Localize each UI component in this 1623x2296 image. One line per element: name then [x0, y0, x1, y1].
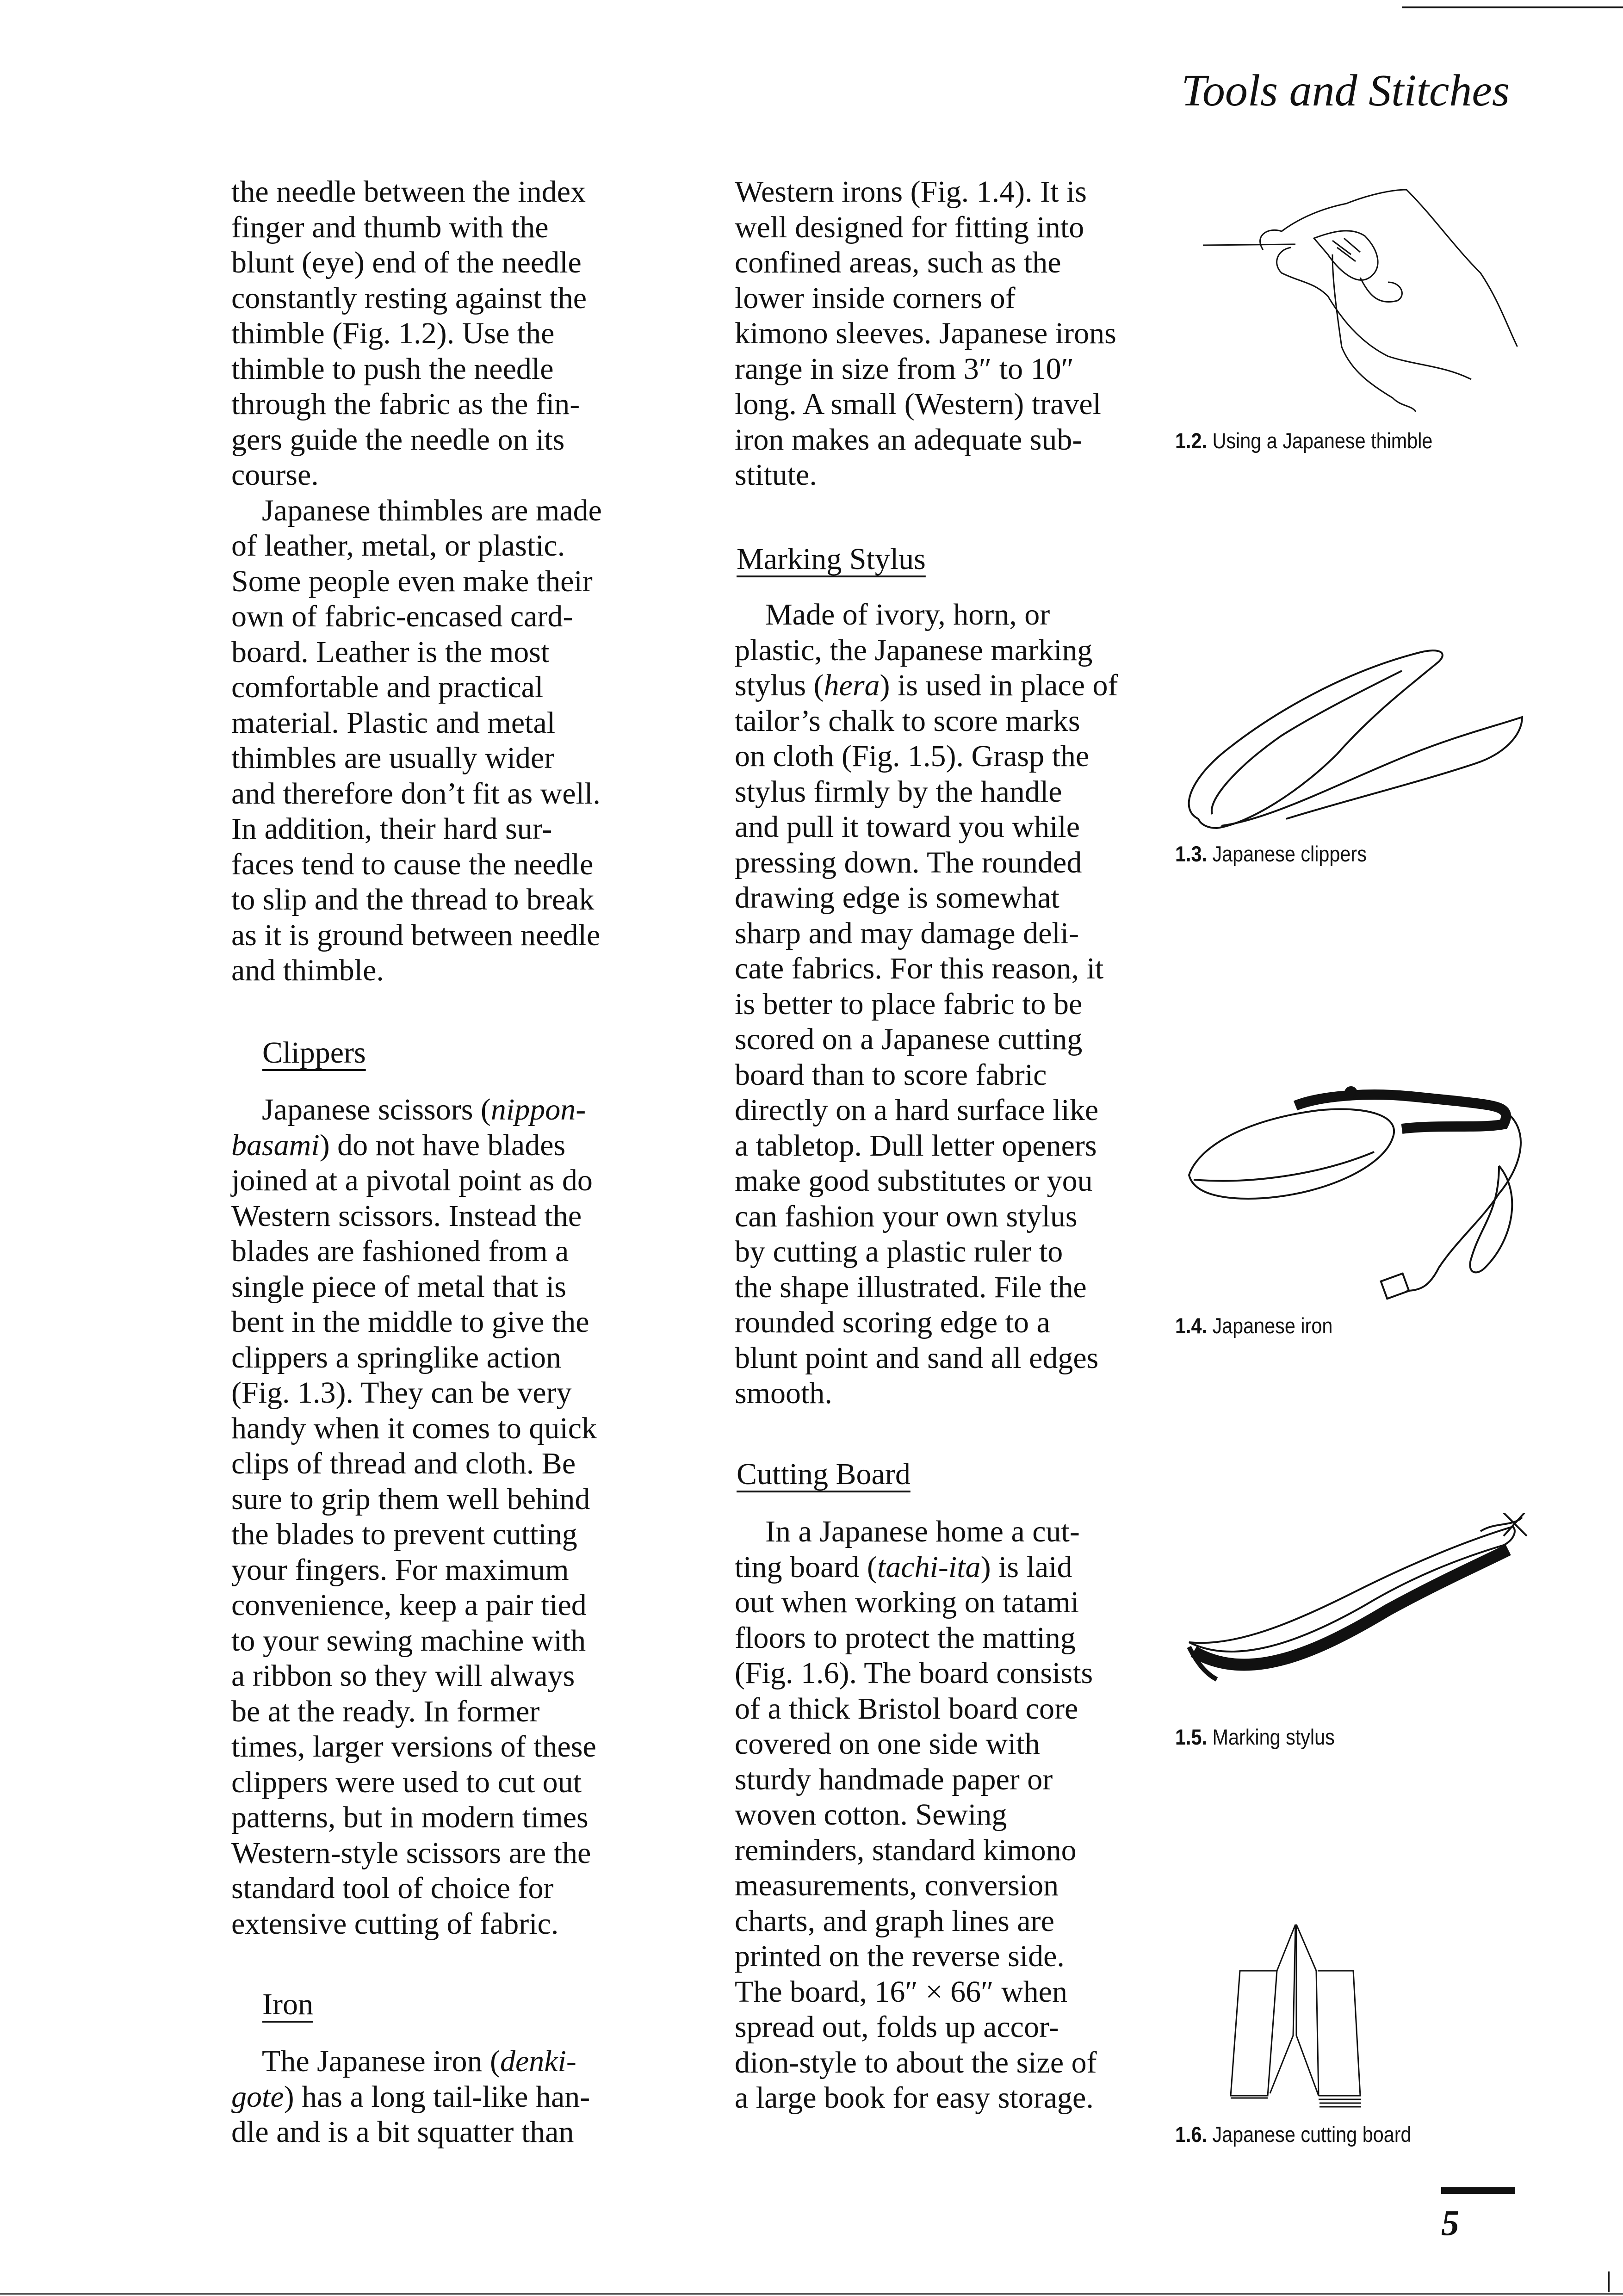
text-line: range in size from 3″ to 10″: [735, 352, 1074, 386]
text-line: finger and thumb with the: [231, 210, 549, 244]
text-line: kimono sleeves. Japanese irons: [735, 316, 1116, 350]
text-line: board than to score fabric: [735, 1058, 1047, 1092]
text-line: thimbles are usually wider: [231, 741, 555, 775]
text-line: Made of ivory, horn, or: [765, 598, 1050, 631]
text-line: a ribbon so they will always: [231, 1659, 575, 1693]
text-line: single piece of metal that is: [231, 1269, 566, 1304]
text-line: rounded scoring edge to a: [735, 1306, 1050, 1339]
text-line: sturdy handmade paper or: [735, 1762, 1053, 1796]
text-line: out when working on tatami: [735, 1585, 1079, 1619]
text-line: clippers a springlike action: [231, 1340, 561, 1374]
text-line: gote) has a long tail-like han-: [231, 2079, 590, 2114]
text-line: cate fabrics. For this reason, it: [735, 952, 1104, 985]
text-line: Western-style scissors are the: [231, 1836, 591, 1870]
left-column-text-2: [231, 1092, 597, 1942]
text-line: handy when it comes to quick: [231, 1411, 597, 1445]
text-line: pressing down. The rounded: [735, 845, 1082, 879]
text-line: measurements, conversion: [735, 1869, 1059, 1902]
heading-cutting-board: Cutting Board: [737, 1457, 911, 1491]
text-line: printed on the reverse side.: [735, 1939, 1065, 1973]
clippers-illustration: [1180, 643, 1527, 837]
text-line: of a thick Bristol board core: [735, 1691, 1078, 1726]
text-line: sharp and may damage deli-: [735, 916, 1079, 950]
text-line: Japanese thimbles are made: [262, 493, 602, 527]
text-line: the needle between the index: [231, 175, 586, 209]
text-line: Western irons (Fig. 1.4). It is: [735, 175, 1087, 209]
text-line: material. Plastic and metal: [231, 706, 556, 740]
text-line: bent in the middle to give the: [231, 1305, 589, 1339]
text-line: stylus firmly by the handle: [735, 774, 1062, 809]
text-line: Some people even make their: [231, 564, 593, 598]
heading-iron: Iron: [262, 1987, 313, 2021]
left-column-text-1: [231, 174, 602, 989]
left-column-text-3: [231, 2044, 590, 2150]
text-line: as it is ground between needle: [231, 918, 601, 952]
text-line: In a Japanese home a cut-: [765, 1515, 1080, 1548]
text-line: clippers were used to cut out: [231, 1765, 582, 1799]
text-line: blunt point and sand all edges: [735, 1341, 1099, 1375]
text-line: plastic, the Japanese marking: [735, 633, 1093, 667]
cutting-board-illustration: [1194, 1920, 1490, 2114]
text-line: drawing edge is somewhat: [735, 881, 1059, 915]
running-head: Tools and Stitches: [1181, 66, 1510, 116]
heading-clippers: Clippers: [262, 1036, 366, 1070]
text-line: extensive cutting of fabric.: [231, 1906, 559, 1941]
text-line: blunt (eye) end of the needle: [231, 246, 582, 279]
text-line: and therefore don’t fit as well.: [231, 776, 601, 811]
text-line: (Fig. 1.3). They can be very: [231, 1376, 572, 1410]
text-line: on cloth (Fig. 1.5). Grasp the: [735, 739, 1090, 773]
text-line: Western scissors. Instead the: [231, 1199, 582, 1233]
text-line: basami) do not have blades: [231, 1128, 566, 1162]
text-line: lower inside corners of: [735, 281, 1016, 315]
page-number-bar: [1441, 2187, 1515, 2194]
text-line: iron makes an adequate sub-: [735, 422, 1083, 457]
text-line: own of fabric-encased card-: [231, 600, 573, 633]
text-line: and pull it toward you while: [735, 810, 1080, 844]
text-line: covered on one side with: [735, 1727, 1040, 1761]
text-line: blades are fashioned from a: [231, 1234, 569, 1268]
text-line: course.: [231, 458, 319, 492]
text-line: make good substitutes or you: [735, 1164, 1093, 1198]
top-right-rule: [1402, 6, 1623, 8]
bottom-scan-edge: [0, 2293, 1623, 2295]
text-line: confined areas, such as the: [735, 246, 1061, 279]
text-line: constantly resting against the: [231, 281, 587, 315]
marking-stylus-illustration: [1180, 1513, 1531, 1712]
iron-illustration: [1180, 1073, 1531, 1305]
text-line: by cutting a plastic ruler to: [735, 1235, 1063, 1269]
text-line: comfortable and practical: [231, 670, 544, 704]
text-line: joined at a pivotal point as do: [231, 1163, 593, 1197]
text-line: reminders, standard kimono: [735, 1833, 1077, 1867]
text-line: tailor’s chalk to score marks: [735, 704, 1080, 738]
text-line: woven cotton. Sewing: [735, 1798, 1007, 1832]
text-line: long. A small (Western) travel: [735, 387, 1101, 421]
text-line: clips of thread and cloth. Be: [231, 1447, 576, 1480]
text-line: sure to grip them well behind: [231, 1482, 590, 1516]
text-line: dle and is a bit squatter than: [231, 2115, 574, 2149]
margin-tick: [1608, 2271, 1610, 2292]
middle-column-text-2: [735, 597, 1118, 1411]
text-line: through the fabric as the fin-: [231, 387, 580, 421]
text-line: In addition, their hard sur-: [231, 812, 552, 846]
text-line: the blades to prevent cutting: [231, 1517, 577, 1551]
text-line: thimble to push the needle: [231, 352, 554, 386]
text-line: gers guide the needle on its: [231, 422, 565, 457]
text-line: standard tool of choice for: [231, 1871, 554, 1905]
text-line: is better to place fabric to be: [735, 987, 1083, 1021]
figure-caption-1-2: 1.2. Using a Japanese thimble: [1175, 428, 1433, 453]
figure-caption-1-3: 1.3. Japanese clippers: [1175, 842, 1367, 866]
text-line: of leather, metal, or plastic.: [231, 529, 565, 563]
text-line: a large book for easy storage.: [735, 2081, 1094, 2115]
middle-column-text-3: [735, 1514, 1097, 2116]
text-line: The Japanese iron (denki-: [262, 2044, 576, 2078]
text-line: floors to protect the matting: [735, 1621, 1076, 1655]
heading-marking-stylus: Marking Stylus: [737, 542, 926, 576]
text-line: can fashion your own stylus: [735, 1199, 1078, 1233]
text-line: Japanese scissors (nippon-: [262, 1093, 586, 1126]
text-line: The board, 16″ × 66″ when: [735, 1974, 1068, 2009]
text-line: times, larger versions of these: [231, 1730, 596, 1764]
text-line: your fingers. For maximum: [231, 1553, 569, 1587]
text-line: well designed for fitting into: [735, 210, 1084, 244]
text-line: the shape illustrated. File the: [735, 1270, 1087, 1304]
text-line: dion-style to about the size of: [735, 2045, 1097, 2079]
text-line: (Fig. 1.6). The board consists: [735, 1656, 1093, 1690]
text-line: a tabletop. Dull letter openers: [735, 1128, 1097, 1163]
text-line: stitute.: [735, 458, 817, 492]
thimble-hand-illustration: [1194, 162, 1518, 421]
text-line: thimble (Fig. 1.2). Use the: [231, 316, 555, 350]
text-line: patterns, but in modern times: [231, 1801, 588, 1834]
text-line: and thimble.: [231, 953, 384, 987]
text-line: board. Leather is the most: [231, 635, 550, 669]
text-line: smooth.: [735, 1376, 832, 1410]
figure-caption-1-6: 1.6. Japanese cutting board: [1175, 2122, 1412, 2147]
figure-caption-1-4: 1.4. Japanese iron: [1175, 1313, 1333, 1338]
text-line: convenience, keep a pair tied: [231, 1588, 587, 1622]
text-line: to your sewing machine with: [231, 1623, 586, 1658]
text-line: be at the ready. In former: [231, 1694, 540, 1728]
page-number: 5: [1441, 2203, 1459, 2243]
text-line: directly on a hard surface like: [735, 1093, 1099, 1127]
text-line: ting board (tachi-ita) is laid: [735, 1550, 1072, 1584]
text-line: to slip and the thread to break: [231, 883, 595, 916]
text-line: faces tend to cause the needle: [231, 847, 594, 881]
middle-column-text-1: [735, 174, 1116, 493]
text-line: stylus (hera) is used in place of: [735, 668, 1118, 702]
text-line: scored on a Japanese cutting: [735, 1022, 1083, 1056]
text-line: charts, and graph lines are: [735, 1904, 1054, 1938]
figure-caption-1-5: 1.5. Marking stylus: [1175, 1725, 1335, 1749]
text-line: spread out, folds up accor-: [735, 2010, 1059, 2044]
